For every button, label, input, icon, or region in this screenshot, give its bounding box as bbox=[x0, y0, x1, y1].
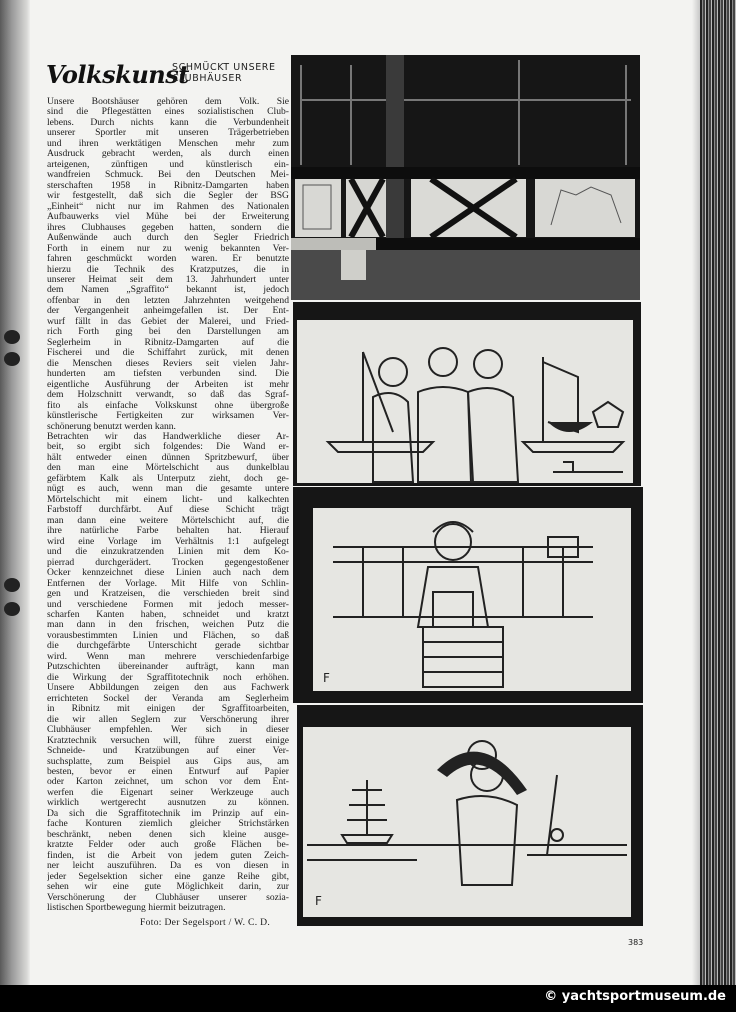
article-line: Forth in einem nur zu wenig bekannten Ver- bbox=[47, 243, 289, 254]
article-line: künstlerische Fertigkeiten zur wirksamen Ver- bbox=[47, 411, 289, 422]
article-line: Betrachten wir das Handwerkliche dieser Ar- bbox=[47, 432, 289, 442]
article-line: Clubhäuser empfehlen. Wer sich in dieser bbox=[47, 725, 289, 736]
article-line: errichteten Sockel der Veranda am Seglerheim bbox=[47, 693, 289, 704]
article-line: gefärbtem Kalk als Unterputz zieht, doch ge- bbox=[47, 473, 289, 484]
article-line: sterschaften 1958 in Ribnitz-Damgarten haben bbox=[47, 180, 289, 191]
article-line: offenbar in den letzten Jahrzehnten weitgehend bbox=[47, 295, 289, 306]
article-line: die wir allen Seglern zur Verschönerung ihrer bbox=[47, 714, 289, 725]
article-line: ihres Clubhauses gegeben hatten, sondern die bbox=[47, 222, 289, 233]
article-line: vorausbestimmten Linien und Flächen, so daß bbox=[47, 630, 289, 641]
article-line: lebens. Durch nichts kann die Verbundenheit bbox=[47, 117, 289, 128]
article-line: wird eine Vorlage im Verhältnis 1:1 aufgelegt bbox=[47, 536, 289, 547]
article-line: Aufbauwerks viel Mühe bei der Erweiterung bbox=[47, 212, 289, 223]
article-line: und die einzukratzenden Linien mit dem Ko- bbox=[47, 547, 289, 558]
article-line: wurf fällt in das Gebiet der Malerei, und Fried- bbox=[47, 316, 289, 327]
article-line: ihre natürliche Farbe behalten hat. Hierauf bbox=[47, 526, 289, 537]
article-line: unserer Sportler mit unseren Trägerbetrieben bbox=[47, 128, 289, 139]
article-line: Putzschichten übereinander aufträgt, kann man bbox=[47, 662, 289, 673]
photo-credit: Foto: Der Segelsport / W. C. D. bbox=[140, 917, 271, 928]
binding-hole bbox=[4, 602, 20, 616]
article-line: listischen Sportbewegung hiermit beizutragen. bbox=[47, 903, 226, 914]
article-line: wir festgestellt, daß sich die Segler der BSG bbox=[47, 191, 289, 202]
page-number: 383 bbox=[628, 938, 644, 947]
article-line: Farbstoff durchfärbt. Auf diese Schicht trägt bbox=[47, 505, 289, 516]
article-line: scharfen Kanten haben, schneidet und kratzt bbox=[47, 609, 289, 620]
article-line: fito als einfache Volkskunst ohne übergroße bbox=[47, 400, 289, 411]
article-title: Volkskunst bbox=[46, 60, 189, 89]
article-subtitle bbox=[172, 62, 276, 84]
svg-text:F: F bbox=[323, 671, 330, 685]
article-line: „Einheit“ nicht nur im Rahmen des Nationalen bbox=[47, 201, 289, 212]
sgraffito-sailors-panel bbox=[293, 302, 641, 486]
article-line: dem Holzschnitt verwandt, so daß das Sgraf- bbox=[47, 390, 289, 401]
article-line: Seglerheim in Ribnitz-Damgarten auf die bbox=[47, 337, 289, 348]
article-line: schönerung benutzt werden kann. bbox=[47, 421, 176, 432]
article-line: nügt es auch, wenn man die gesamte untere bbox=[47, 484, 289, 495]
sgraffito-accordion-panel bbox=[293, 487, 643, 703]
article-line: sind die Pflegestätten eines sozialistischen Club- bbox=[47, 107, 289, 118]
article-line: man dann eine weitere Mörtelschicht auf, die bbox=[47, 515, 289, 526]
article-line: wird. Wenn man mehrere verschiedenfarbige bbox=[47, 651, 289, 662]
article-line: suchsplatte, zum Beispiel aus Gips aus, am bbox=[47, 756, 289, 767]
article-line: dem Namen „Sgraffito“ bekannt ist, jedoch bbox=[47, 285, 289, 296]
article-line: oder Karton zeichnet, um schon vor dem Ent- bbox=[47, 777, 289, 788]
article-line: finden, ist die Arbeit von jedem guten Zeich- bbox=[47, 850, 289, 861]
article-line: ner leicht auszuführen. Da es von diesen in bbox=[47, 861, 289, 872]
article-line: Ocker kennzeichnet diese Linien auch nach dem bbox=[47, 568, 289, 579]
article-line: wirklich wertgerecht ausnutzen zu können. bbox=[47, 798, 289, 809]
article-line: in Ribnitz mit einigen der Sgraffitoarbeiten, bbox=[47, 704, 289, 715]
article-line: Kratztechnik versuchen will, führe zuerst einige bbox=[47, 735, 289, 746]
subtitle-line: SCHMÜCKT UNSERE bbox=[172, 62, 276, 73]
binding-hole bbox=[4, 578, 20, 592]
article-line: Unsere Bootshäuser gehören dem Volk. Sie bbox=[47, 97, 289, 107]
article-line: die Wirkung der Sgraffitotechnik noch erhöhen. bbox=[47, 672, 289, 683]
sgraffito-anchor-panel bbox=[297, 705, 643, 926]
article-line: hierzu die Technik des Kratzputzes, die in bbox=[47, 264, 289, 275]
article-line: Entfernen der Vorlage. Mit Hilfe von Schlin- bbox=[47, 578, 289, 589]
article-line: Ausdruck gebracht werden, als durch einen bbox=[47, 149, 289, 160]
article-line: pierrad durchgerädert. Trocken gegengestoßener bbox=[47, 557, 289, 568]
article-line: gen und Kratzeisen, die verschieden breit sind bbox=[47, 589, 289, 600]
stacked-page-edges bbox=[700, 0, 736, 985]
article-line: Da sich die Sgraffitotechnik im Prinzip auf ein- bbox=[47, 808, 289, 819]
page-binding bbox=[0, 0, 30, 985]
subtitle-line: CLUBHÄUSER bbox=[172, 73, 243, 84]
article-line: Unsere Abbildungen zeigen den aus Fachwerk bbox=[47, 683, 289, 694]
article-line: fahren geschmückt worden waren. Er benutzte bbox=[47, 254, 289, 265]
article-line: wandfreien Schmuck. Bei den Deutschen Mei- bbox=[47, 170, 289, 181]
article-line: Schneide- und Kratzübungen auf einer Ver- bbox=[47, 746, 289, 757]
article-line: fache Konturen ziemlich gleicher Strichstärken bbox=[47, 819, 289, 830]
article-line: eigentliche Ausführung der Arbeiten ist mehr bbox=[47, 379, 289, 390]
article-line: kratzte Felder oder auch große Flächen be- bbox=[47, 840, 289, 851]
article-line: sehen wir eine gute Möglichkeit darin, zur bbox=[47, 882, 289, 893]
binding-hole bbox=[4, 352, 20, 366]
article-line: unserer Heimat seit dem 13. Jahrhundert unter bbox=[47, 274, 289, 285]
article-line: hunderten am tiefsten verbunden sind. Die bbox=[47, 369, 289, 380]
article-line: hält entweder einen dünnen Spritzbewurf, über bbox=[47, 452, 289, 463]
watermark-text: © yachtsportmuseum.de bbox=[544, 989, 726, 1004]
article-body bbox=[47, 97, 289, 914]
article-line: werfen die Eigenart seiner Werkzeuge auch bbox=[47, 787, 289, 798]
article-line: Verschönerung der Clubhäuser unserer sozia- bbox=[47, 892, 289, 903]
article-line: Außenwände auch durch den Segler Friedrich bbox=[47, 233, 289, 244]
binding-hole bbox=[4, 330, 20, 344]
article-line: man dann in den frischen, weichen Putz die bbox=[47, 620, 289, 631]
article-line: besten, bevor er einen Entwurf auf Papier bbox=[47, 767, 289, 777]
article-line: die durchgefärbte Unterschicht gerade sichtbar bbox=[47, 641, 289, 652]
svg-text:F: F bbox=[315, 894, 322, 908]
veranda-photo bbox=[291, 55, 640, 300]
article-line: und verschiedene Formen mit jedoch messer- bbox=[47, 599, 289, 610]
article-line: rich Forth ging bei den Darstellungen am bbox=[47, 327, 289, 338]
article-line: Mörtelschicht mit einem licht- und kalkechten bbox=[47, 494, 289, 505]
article-line: jeder Segelsektion sicher eine ganze Reihe gibt, bbox=[47, 871, 289, 882]
article-line: beit, so ergibt sich folgendes: Die Wand er- bbox=[47, 442, 289, 453]
article-line: arteigenen, zünftigen und künstlerisch ein- bbox=[47, 159, 289, 170]
article-line: den man eine Mörtelschicht aus dunkelblau bbox=[47, 463, 289, 474]
article-line: beschränkt, neben denen sich kleine ausge- bbox=[47, 829, 289, 840]
article-line: die Menschen dieses Reviers seit vielen Jahr- bbox=[47, 358, 289, 369]
article-line: und ihren werktätigen Menschen mehr zum bbox=[47, 138, 289, 149]
article-line: der Vergangenheit anheimgefallen ist. Der Ent- bbox=[47, 306, 289, 317]
watermark-bar bbox=[0, 985, 736, 1012]
article-line: Fischerei und die Schiffahrt zurück, mit denen bbox=[47, 348, 289, 359]
